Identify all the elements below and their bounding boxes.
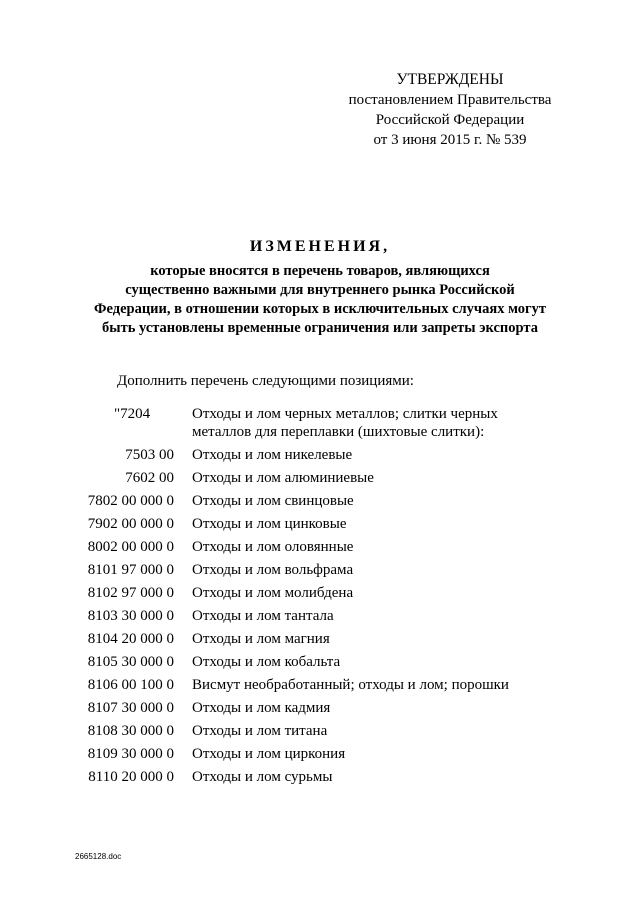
item-description-line: Отходы и лом алюминиевые	[192, 470, 374, 486]
item-description	[192, 607, 590, 625]
item-description	[192, 584, 590, 602]
item-code: 8106 00 100 0	[87, 677, 174, 693]
list-item	[70, 492, 590, 510]
item-description	[192, 722, 590, 740]
item-description-line: Отходы и лом свинцовые	[192, 493, 354, 509]
item-code: 8108 30 000 0	[87, 723, 174, 739]
item-description-line: металлов для переплавки (шихтовые слитки):	[192, 424, 485, 440]
item-description-line: Отходы и лом черных металлов; слитки черных	[192, 406, 498, 422]
list-item	[70, 745, 590, 763]
list-item	[70, 515, 590, 533]
item-code: 8105 30 000 0	[87, 654, 174, 670]
item-description-line: Отходы и лом магния	[192, 631, 330, 647]
list-item	[70, 722, 590, 740]
item-description-line: Отходы и лом вольфрама	[192, 562, 354, 578]
goods-list	[70, 405, 590, 791]
item-code: 8109 30 000 0	[87, 746, 174, 762]
item-code: 7602 00	[125, 470, 174, 486]
item-description	[192, 630, 590, 648]
item-description-line: Отходы и лом кадмия	[192, 700, 331, 716]
item-code: 7902 00 000 0	[87, 516, 174, 532]
list-item	[70, 630, 590, 648]
subtitle-line: которые вносятся в перечень товаров, являющихся	[150, 263, 490, 279]
intro-text: Дополнить перечень следующими позициями:	[117, 373, 414, 389]
file-name-footer: 2665128.doc	[75, 852, 122, 861]
item-code: 8102 97 000 0	[87, 585, 174, 601]
item-description-line: Отходы и лом никелевые	[192, 447, 353, 463]
approval-line: постановлением Правительства	[348, 92, 552, 108]
approval-heading: УТВЕРЖДЕНЫ	[396, 71, 504, 88]
subtitle-line: существенно важными для внутреннего рынка Российской	[125, 282, 515, 298]
list-item	[70, 538, 590, 556]
item-description-line: Отходы и лом титана	[192, 723, 328, 739]
approval-block	[330, 70, 570, 150]
item-description	[192, 538, 590, 556]
item-description-line: Отходы и лом цинковые	[192, 516, 347, 532]
approval-line: Российской Федерации	[375, 112, 525, 128]
item-code: 8110 20 000 0	[88, 769, 174, 785]
item-description-line: Отходы и лом циркония	[192, 746, 346, 762]
list-item	[70, 653, 590, 671]
item-description-line: Отходы и лом оловянные	[192, 539, 354, 555]
item-code: 8103 30 000 0	[87, 608, 174, 624]
item-code: 7802 00 000 0	[87, 493, 174, 509]
list-item	[70, 561, 590, 579]
item-description-line: Отходы и лом сурьмы	[192, 769, 333, 785]
item-description	[192, 676, 590, 694]
item-description	[192, 446, 590, 464]
list-item	[70, 607, 590, 625]
item-description	[192, 492, 590, 510]
item-code: 8101 97 000 0	[87, 562, 174, 578]
item-description	[192, 699, 590, 717]
subtitle-line: быть установлены временные ограничения или запреты экспорта	[102, 320, 538, 336]
item-code: 8104 20 000 0	[87, 631, 174, 647]
subtitle-line: Федерации, в отношении которых в исключительных случаях могут	[94, 301, 546, 317]
item-description-line: Отходы и лом кобальта	[192, 654, 341, 670]
item-description	[192, 653, 590, 671]
item-code: 7503 00	[125, 447, 174, 463]
item-description-line: Отходы и лом тантала	[192, 608, 334, 624]
list-item	[70, 676, 590, 694]
item-code: 8107 30 000 0	[87, 700, 174, 716]
list-item	[70, 584, 590, 602]
item-description	[192, 768, 590, 786]
document-title: ИЗМЕНЕНИЯ,	[249, 238, 391, 255]
list-item	[70, 699, 590, 717]
list-item	[70, 768, 590, 786]
list-item	[70, 405, 590, 441]
approval-line: от 3 июня 2015 г. № 539	[373, 132, 527, 148]
list-item	[70, 469, 590, 487]
item-description	[192, 469, 590, 487]
item-code: "7204	[114, 406, 151, 422]
item-description	[192, 745, 590, 763]
list-item	[70, 446, 590, 464]
item-code: 8002 00 000 0	[87, 539, 174, 555]
item-description-line: Висмут необработанный; отходы и лом; порошки	[192, 677, 509, 693]
item-description	[192, 515, 590, 533]
item-description	[192, 405, 590, 441]
item-description	[192, 561, 590, 579]
item-description-line: Отходы и лом молибдена	[192, 585, 354, 601]
document-subtitle	[60, 262, 580, 338]
